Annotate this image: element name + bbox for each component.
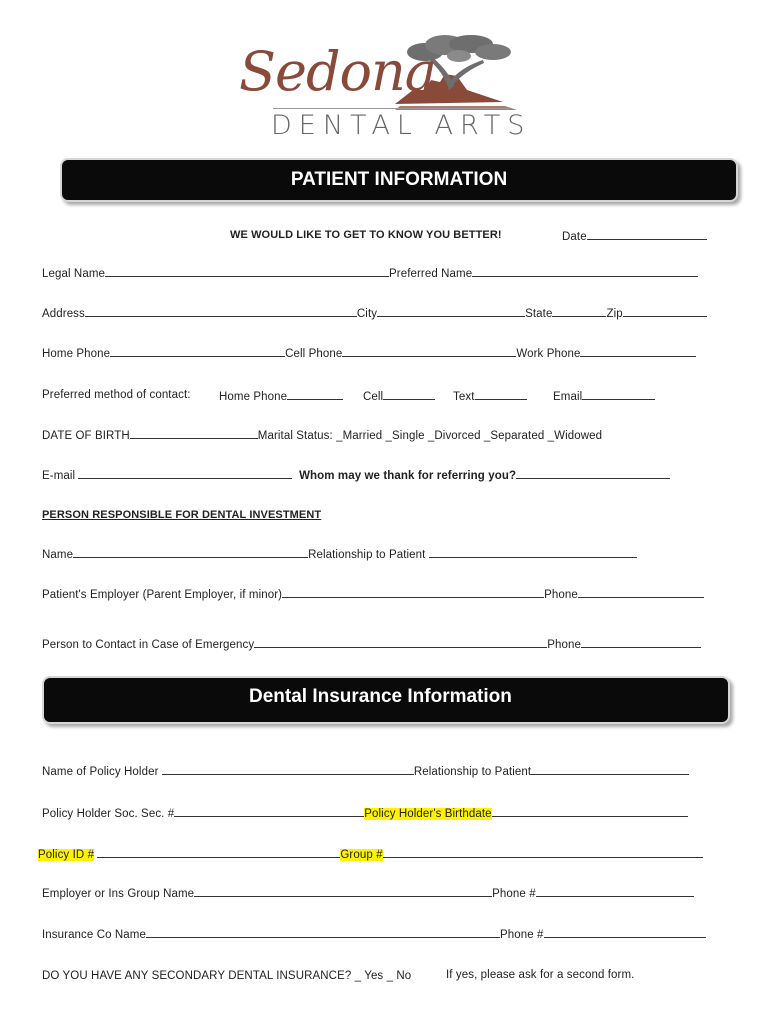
emergency-line[interactable]: [254, 636, 547, 648]
logo-script: Sedona: [239, 40, 437, 103]
policy-id-line[interactable]: [97, 846, 340, 858]
policy-id-field[interactable]: [38, 846, 703, 862]
work-phone-label: Work Phone: [516, 348, 581, 360]
logo-subtitle: DENTAL ARTS: [271, 110, 532, 141]
ins-company-phone-label: Phone #: [499, 929, 544, 941]
responsible-heading: PERSON RESPONSIBLE FOR DENTAL INVESTMENT: [42, 509, 322, 521]
policy-holder-label: Name of Policy Holder: [42, 766, 159, 778]
responsible-relationship-line[interactable]: [429, 546, 637, 558]
home-phone-line[interactable]: [110, 345, 285, 357]
ins-employer-field[interactable]: [42, 885, 694, 901]
tagline: WE WOULD LIKE TO GET TO KNOW YOU BETTER!: [230, 229, 502, 241]
preferred-name-label: Preferred Name: [389, 268, 473, 280]
city-line[interactable]: [377, 305, 525, 317]
group-line[interactable]: [383, 846, 703, 858]
emergency-phone-label: Phone: [547, 639, 581, 651]
date-field[interactable]: [562, 228, 707, 244]
emergency-field[interactable]: [42, 636, 701, 652]
ins-company-phone-line[interactable]: [544, 926, 706, 938]
zip-label: Zip: [606, 308, 623, 320]
contact-home-line[interactable]: [287, 388, 343, 400]
home-phone-label: Home Phone: [42, 348, 111, 360]
ins-employer-phone-line[interactable]: [536, 885, 694, 897]
address-line[interactable]: [85, 305, 357, 317]
policy-holder-field[interactable]: [42, 763, 689, 779]
policy-relationship-line[interactable]: [531, 763, 689, 775]
dob-label: DATE OF BIRTH: [42, 430, 130, 442]
insurance-title: Dental Insurance Information: [249, 686, 512, 707]
policy-holder-line[interactable]: [162, 763, 414, 775]
referral-line[interactable]: [516, 467, 670, 479]
insurance-banner: [42, 676, 730, 724]
work-phone-line[interactable]: [580, 345, 696, 357]
marital-status[interactable]: Marital Status: _Married _Single _Divorced _Separated _Widowed: [257, 430, 603, 442]
date-line[interactable]: [587, 228, 707, 240]
responsible-name-line[interactable]: [73, 546, 308, 558]
legal-name-field[interactable]: [42, 265, 698, 281]
contact-cell-option[interactable]: [363, 388, 435, 404]
address-field[interactable]: [42, 305, 707, 321]
dob-field[interactable]: [42, 427, 602, 443]
responsible-relationship-label: Relationship to Patient: [308, 549, 426, 561]
contact-cell-line[interactable]: [383, 388, 435, 400]
birthdate-line[interactable]: [492, 805, 688, 817]
ssn-line[interactable]: [174, 805, 364, 817]
employer-field[interactable]: [42, 586, 704, 602]
dob-line[interactable]: [130, 427, 258, 439]
email-line[interactable]: [78, 467, 292, 479]
ssn-field[interactable]: [42, 805, 688, 821]
email-field[interactable]: [42, 467, 670, 483]
logo: [235, 30, 532, 142]
ins-company-label: Insurance Co Name: [42, 929, 146, 941]
referral-label: Whom may we thank for referring you?: [299, 470, 517, 482]
patient-info-banner: [60, 158, 738, 202]
contact-cell-label: Cell: [363, 391, 384, 403]
city-label: City: [356, 308, 378, 320]
preferred-name-line[interactable]: [472, 265, 698, 277]
legal-name-label: Legal Name: [42, 268, 106, 280]
policy-relationship-label: Relationship to Patient: [413, 766, 532, 778]
ins-employer-line[interactable]: [194, 885, 492, 897]
legal-name-line[interactable]: [105, 265, 389, 277]
contact-email-option[interactable]: [553, 388, 655, 404]
logo-divider: [273, 108, 509, 109]
state-label: State: [525, 308, 553, 320]
policy-id-label: Policy ID #: [38, 849, 95, 861]
contact-text-label: Text: [453, 391, 475, 403]
ins-employer-phone-label: Phone #: [492, 888, 536, 900]
state-line[interactable]: [552, 305, 606, 317]
employer-line[interactable]: [282, 586, 544, 598]
ins-employer-label: Employer or Ins Group Name: [42, 888, 195, 900]
date-label: Date: [562, 231, 587, 243]
address-label: Address: [42, 308, 85, 320]
group-label: Group #: [340, 849, 383, 861]
ssn-label: Policy Holder Soc. Sec. #: [42, 808, 175, 820]
contact-home-option[interactable]: [219, 388, 343, 404]
employer-phone-label: Phone: [544, 589, 578, 601]
responsible-name-label: Name: [42, 549, 74, 561]
ins-company-line[interactable]: [146, 926, 500, 938]
responsible-name-field[interactable]: [42, 546, 637, 562]
secondary-question[interactable]: DO YOU HAVE ANY SECONDARY DENTAL INSURANCE? _ Yes _ No: [42, 970, 412, 982]
phones-field[interactable]: [42, 345, 696, 361]
contact-text-line[interactable]: [475, 388, 527, 400]
emergency-label: Person to Contact in Case of Emergency: [42, 639, 255, 651]
contact-email-label: Email: [553, 391, 583, 403]
contact-text-option[interactable]: [453, 388, 527, 404]
secondary-note: If yes, please ask for a second form.: [446, 969, 635, 981]
emergency-phone-line[interactable]: [581, 636, 701, 648]
contact-home-label: Home Phone: [219, 391, 288, 403]
contact-method-label: Preferred method of contact:: [42, 389, 191, 401]
cell-phone-line[interactable]: [342, 345, 516, 357]
employer-label: Patient's Employer (Parent Employer, if minor): [42, 589, 283, 601]
employer-phone-line[interactable]: [578, 586, 704, 598]
email-label: E-mail: [42, 470, 76, 482]
ins-company-field[interactable]: [42, 926, 706, 942]
zip-line[interactable]: [623, 305, 707, 317]
patient-info-title: PATIENT INFORMATION: [290, 169, 508, 190]
cell-phone-label: Cell Phone: [285, 348, 343, 360]
contact-email-line[interactable]: [582, 388, 655, 400]
birthdate-label: Policy Holder's Birthdate: [364, 808, 492, 820]
